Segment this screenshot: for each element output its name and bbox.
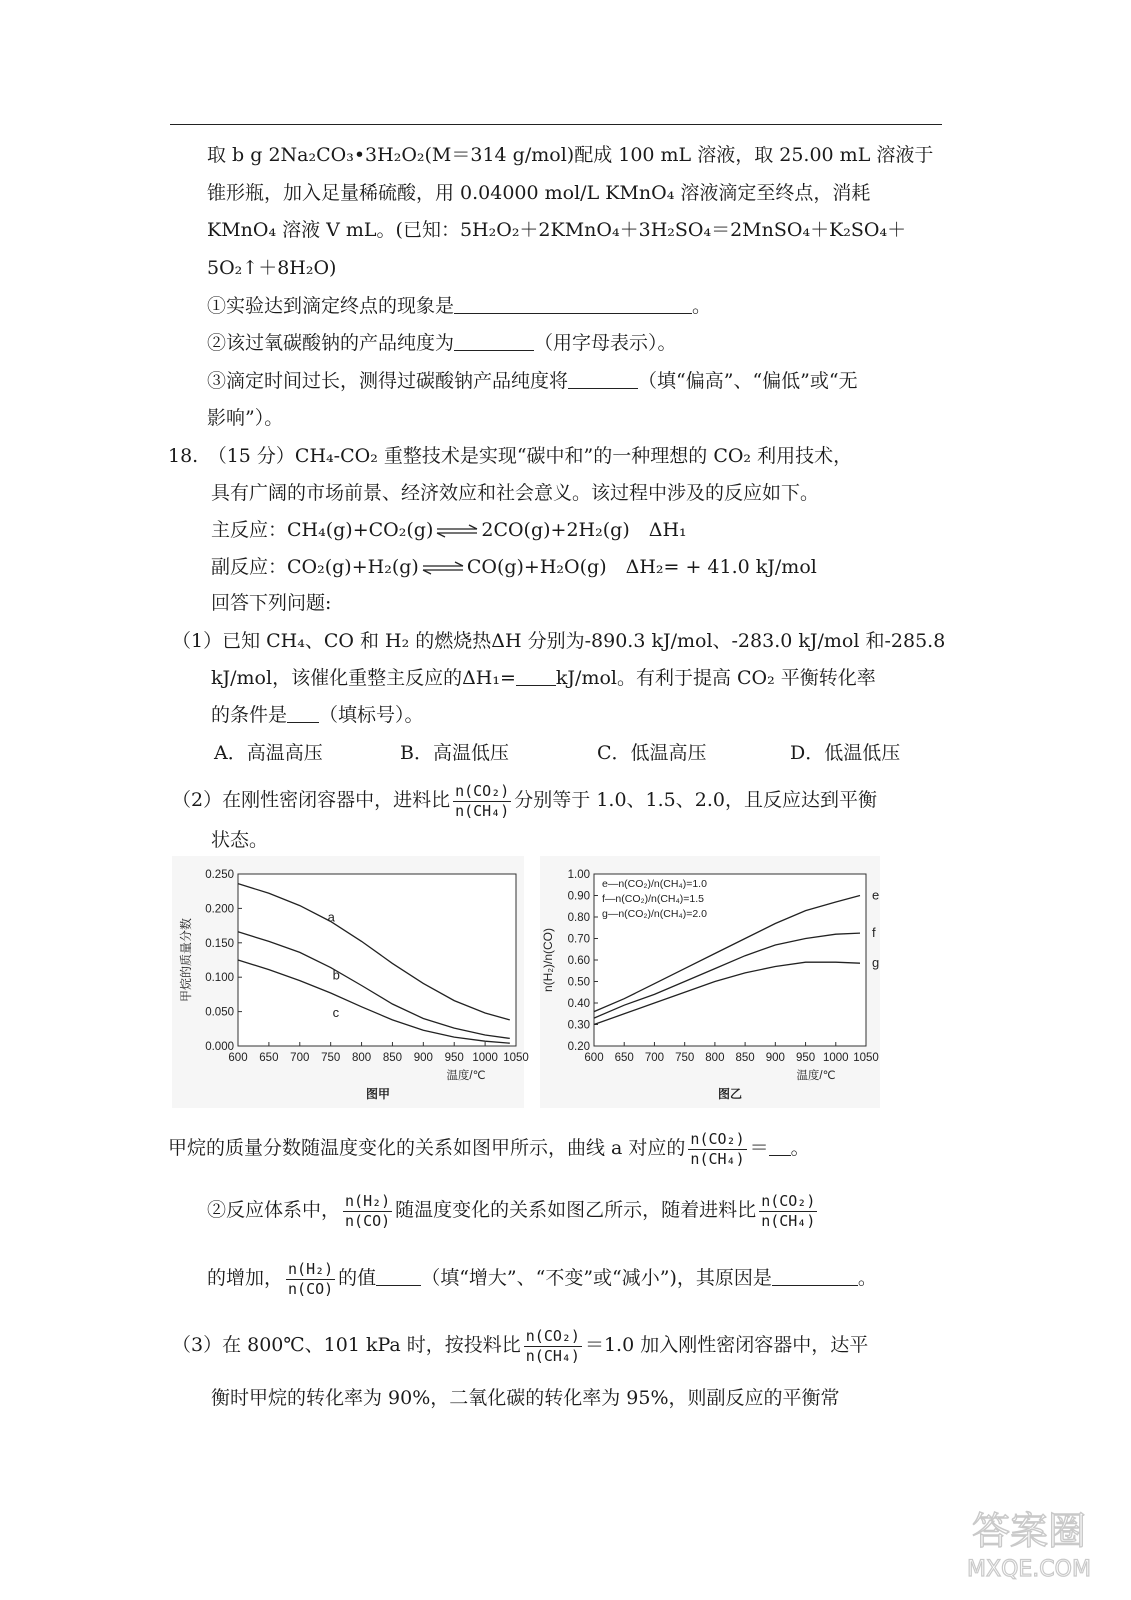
answer-blank[interactable] [516, 665, 556, 686]
x-tick-label: 600 [584, 1052, 604, 1064]
x-tick-label: 1050 [853, 1052, 879, 1064]
fraction-denominator: n(CH₄) [690, 1149, 745, 1168]
answer-blank[interactable] [454, 293, 692, 314]
fraction-numerator: n(CO₂) [761, 1191, 816, 1210]
equilibrium-arrow-icon [421, 561, 465, 575]
question-text: 的条件是 [211, 704, 288, 726]
y-axis-label: n(H₂)/n(CO) [541, 928, 555, 992]
x-tick-label: 700 [644, 1052, 665, 1064]
question-text: kJ/mol，该催化重整主反应的ΔH₁= [211, 667, 516, 689]
x-tick-label: 900 [765, 1052, 785, 1064]
y-tick-label: 0.70 [567, 933, 590, 946]
fraction-co2-ch4 [759, 1192, 817, 1231]
part-3-text [172, 1325, 868, 1366]
question-text: （填“增大”、“不变”或“减小”)，其原因是 [421, 1267, 772, 1289]
answer-blank[interactable] [769, 1135, 791, 1156]
question-text: kJ/mol。有利于提高 CO₂ 平衡转化率 [555, 667, 876, 689]
main-reaction [211, 517, 687, 543]
x-tick-label: 800 [351, 1052, 372, 1064]
part-1-line-3 [211, 702, 424, 728]
question-item-2 [207, 330, 677, 356]
fraction-h2-co [343, 1192, 392, 1231]
x-tick-label: 750 [675, 1052, 695, 1064]
y-tick-label: 0.200 [205, 903, 234, 916]
question-text: 。 [857, 1267, 877, 1289]
part-2-sub-2 [207, 1190, 820, 1231]
text-line-1: 取 b g 2Na₂CO₃•3H₂O₂(M＝314 g/mol)配成 100 mL 溶液，取 25.00 mL 溶液于 [207, 144, 934, 166]
series-label-b: b [332, 967, 340, 983]
series-label-f: f [871, 925, 876, 941]
y-tick-label: 0.40 [567, 998, 590, 1010]
question-text: 分别等于 1.0、1.5、2.0，且反应达到平衡 [514, 789, 877, 811]
y-tick-label: 0.50 [567, 976, 590, 989]
fraction-numerator: n(H₂) [345, 1191, 391, 1210]
question-text: ＝ [749, 1137, 769, 1159]
watermark-bottom: MXQE.COM [967, 1557, 1091, 1582]
text-line-2: 锥形瓶，加入足量稀硫酸，用 0.04000 mol/L KMnO₄ 溶液滴定至终点，消耗 [207, 182, 871, 204]
question-text: 的增加， [207, 1267, 284, 1289]
watermark-top: 答案圈 [971, 1509, 1087, 1553]
chart-yi-svg [540, 856, 880, 1108]
question-item-3 [207, 368, 858, 394]
legend-entry: f—n(CO₂)/n(CH₄)=1.5 [602, 893, 705, 905]
text-line-3: KMnO₄ 溶液 V mL。(已知：5H₂O₂＋2KMnO₄＋3H₂SO₄＝2MnSO₄＋K₂SO₄＋ [207, 219, 907, 241]
question-text: （填“偏高”、“偏低”或“无 [638, 370, 858, 392]
y-tick-label: 0.100 [205, 972, 234, 985]
question-item-1 [207, 293, 711, 319]
fraction-co2-ch4 [524, 1327, 582, 1366]
y-tick-label: 0.250 [205, 869, 234, 881]
series-label-e: e [871, 887, 880, 903]
question-text: 的值 [338, 1267, 377, 1289]
question-text: （2）在刚性密闭容器中，进料比 [172, 789, 451, 811]
equilibrium-arrow-icon [435, 524, 479, 538]
series-label-c: c [332, 1005, 340, 1021]
fraction-denominator: n(CH₄) [525, 1346, 580, 1365]
x-tick-label: 1000 [472, 1052, 498, 1064]
x-tick-label: 750 [321, 1052, 341, 1064]
chart-methane-mass-fraction [172, 856, 529, 1108]
x-tick-label: 1000 [822, 1052, 849, 1064]
x-tick-label: 850 [735, 1052, 755, 1064]
y-tick-label: 1.00 [567, 869, 590, 881]
part-1-line-2 [211, 665, 876, 691]
part-2-text [172, 780, 877, 821]
fraction-co2-ch4 [453, 782, 511, 821]
y-tick-label: 0.90 [567, 890, 590, 903]
y-tick-label: 0.050 [205, 1006, 234, 1019]
question-text: （填标号）。 [319, 704, 424, 726]
question-text: ①实验达到滴定终点的现象是 [207, 295, 455, 317]
answer-prompt: 回答下列问题: [211, 592, 332, 614]
legend-entry: e—n(CO₂)/n(CH₄)=1.0 [602, 878, 707, 890]
watermark-logo [949, 1502, 1109, 1582]
part-2-sub-2-cont [207, 1258, 877, 1299]
x-tick-label: 850 [382, 1052, 403, 1064]
answer-blank[interactable] [376, 1265, 421, 1286]
chart-jia-svg [172, 856, 529, 1108]
question-text: 。 [692, 295, 712, 317]
reaction-right: CO(g)+H₂O(g) ΔH₂= + 41.0 kJ/mol [466, 556, 817, 578]
fraction-denominator: n(CO) [345, 1211, 391, 1230]
y-tick-label: 0.60 [567, 955, 590, 967]
side-reaction [211, 554, 817, 580]
part-1-text: （1）已知 CH₄、CO 和 H₂ 的燃烧热ΔH 分别为-890.3 kJ/mol、-283.0 kJ/mol 和-285.8 [172, 630, 946, 652]
fraction-numerator: n(CO₂) [690, 1129, 745, 1148]
question-text: ②该过氧碳酸钠的产品纯度为 [207, 332, 455, 354]
question-text: （3）在 800℃、101 kPa 时，按投料比 [172, 1334, 521, 1356]
fraction-denominator: n(CO) [288, 1279, 334, 1298]
chart-h2-co-ratio [540, 856, 880, 1108]
answer-blank[interactable] [568, 368, 638, 389]
reaction-left: 副反应：CO₂(g)+H₂(g) [211, 556, 419, 578]
answer-blank[interactable] [454, 330, 534, 351]
reaction-left: 主反应：CH₄(g)+CO₂(g) [211, 519, 434, 541]
option-c[interactable]: C．低温高压 [597, 742, 707, 764]
y-axis-label: 甲烷的质量分数 [179, 917, 193, 1003]
y-tick-label: 0.000 [205, 1041, 234, 1053]
text-line-4: 5O₂↑＋8H₂O) [207, 257, 337, 279]
y-tick-label: 0.20 [567, 1041, 590, 1053]
x-tick-label: 900 [413, 1052, 433, 1064]
reaction-right: 2CO(g)+2H₂(g) ΔH₁ [481, 519, 687, 541]
x-tick-label: 1050 [503, 1052, 529, 1064]
text-line-8: 影响”）。 [207, 407, 284, 429]
question-text: 随温度变化的关系如图乙所示，随着进料比 [395, 1199, 757, 1221]
x-tick-label: 650 [259, 1052, 279, 1064]
x-axis-label: 温度/℃ [446, 1070, 486, 1082]
part-2-line-2: 状态。 [211, 829, 269, 851]
answer-blank[interactable] [772, 1265, 858, 1286]
series-label-a: a [327, 909, 335, 925]
fraction-numerator: n(H₂) [288, 1259, 334, 1278]
question-text: 。 [790, 1137, 810, 1159]
part-2-sub-1 [168, 1128, 810, 1169]
question-18-title: 18. （15 分）CH₄-CO₂ 重整技术是实现“碳中和”的一种理想的 CO₂ 利用技术， [168, 445, 853, 467]
part-3-line-2: 衡时甲烷的转化率为 90%，二氧化碳的转化率为 95%，则副反应的平衡常 [211, 1387, 840, 1409]
x-tick-label: 950 [795, 1052, 816, 1064]
plot-frame [238, 874, 516, 1046]
question-18-text: 具有广阔的市场前景、经济效应和社会意义。该过程中涉及的反应如下。 [211, 482, 820, 504]
option-a[interactable]: A．高温高压 [214, 742, 323, 764]
chart-caption: 图甲 [365, 1087, 391, 1101]
header-rule [170, 124, 942, 125]
question-text: 甲烷的质量分数随温度变化的关系如图甲所示，曲线 a 对应的 [168, 1137, 686, 1159]
legend-entry: g—n(CO₂)/n(CH₄)=2.0 [602, 908, 707, 920]
series-label-g: g [871, 955, 880, 971]
fraction-denominator: n(CH₄) [761, 1211, 816, 1230]
option-d[interactable]: D．低温低压 [790, 742, 901, 764]
fraction-numerator: n(CO₂) [525, 1326, 580, 1345]
chart-caption: 图乙 [717, 1087, 743, 1101]
fraction-h2-co [286, 1260, 335, 1299]
fraction-co2-ch4 [688, 1130, 746, 1169]
answer-blank[interactable] [287, 702, 319, 723]
x-tick-label: 650 [614, 1052, 634, 1064]
question-text: ②反应体系中， [207, 1199, 341, 1221]
x-tick-label: 600 [228, 1052, 248, 1064]
fraction-denominator: n(CH₄) [455, 801, 510, 820]
question-text: ③滴定时间过长，测得过碳酸钠产品纯度将 [207, 370, 569, 392]
x-axis-label: 温度/℃ [796, 1070, 836, 1082]
x-tick-label: 700 [290, 1052, 310, 1064]
option-b[interactable]: B．高温低压 [400, 742, 509, 764]
y-tick-label: 0.30 [567, 1019, 590, 1032]
question-text: （用字母表示）。 [534, 332, 677, 354]
x-tick-label: 800 [705, 1052, 725, 1064]
y-tick-label: 0.80 [567, 912, 590, 924]
fraction-numerator: n(CO₂) [455, 781, 510, 800]
x-tick-label: 950 [444, 1052, 464, 1064]
y-tick-label: 0.150 [205, 937, 234, 950]
question-text: ＝1.0 加入刚性密闭容器中，达平 [584, 1334, 869, 1356]
